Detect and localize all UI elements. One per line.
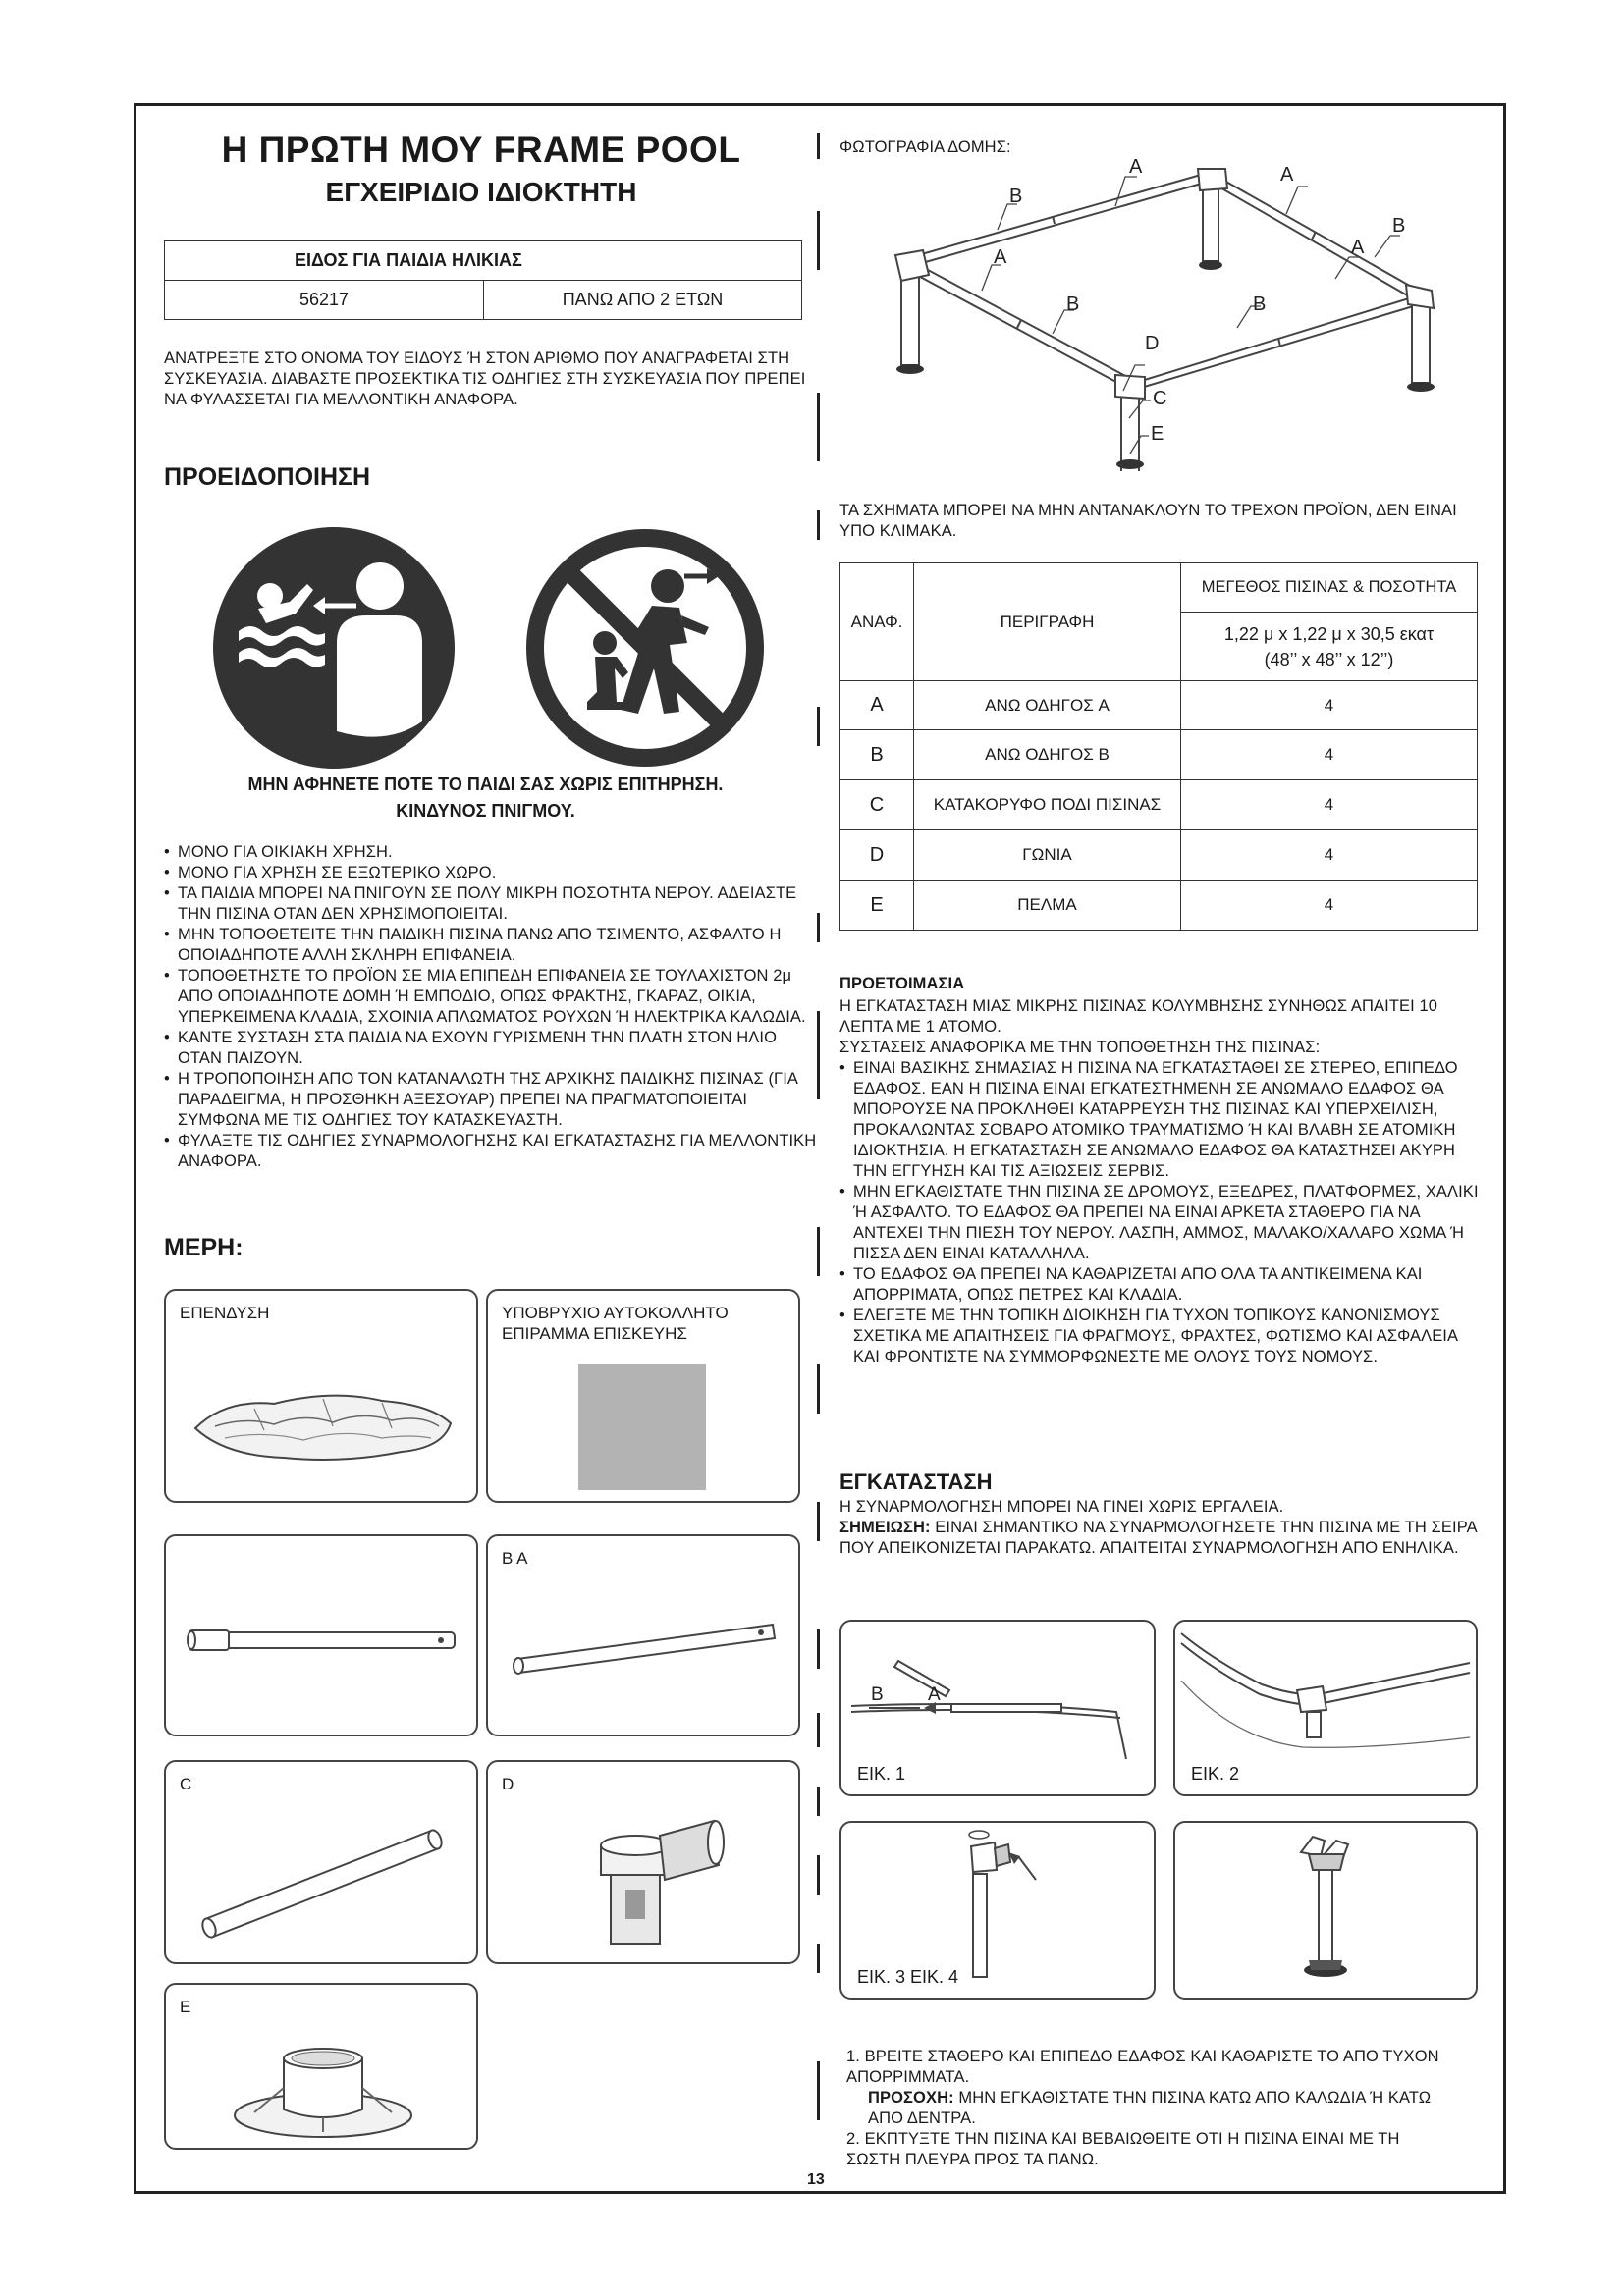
- part-d-label: D: [502, 1775, 514, 1793]
- part-liner-label: ΕΠΕΝΔΥΣΗ: [180, 1304, 270, 1322]
- fig4-illustration: [1175, 1823, 1478, 2000]
- part-d-box: [486, 1760, 800, 1964]
- table-row: [840, 730, 1478, 780]
- warning-item: • ΜΟΝΟ ΓΙΑ ΧΡΗΣΗ ΣΕ ΕΞΩΤΕΡΙΚΟ ΧΩΡΟ.: [164, 863, 817, 883]
- table-row: [840, 881, 1478, 931]
- column-divider: [817, 1011, 820, 1099]
- fig1-label-b: B: [871, 1684, 884, 1705]
- figure-1-caption: ΕΙΚ. 1: [857, 1764, 906, 1784]
- row-ref: E: [840, 881, 914, 931]
- warning-item: • ΚΑΝΤΕ ΣΥΣΤΑΣΗ ΣΤΑ ΠΑΙΔΙΑ ΝΑ ΕΧΟΥΝ ΓΥΡΙΣΜΕΝΗ ΤΗΝ ΠΛΑΤΗ ΣΤΟΝ ΗΛΙΟ ΟΤΑΝ ΠΑΙΖΟΥΝ.: [164, 1028, 817, 1069]
- caution-line: [846, 2088, 1455, 2129]
- installation-steps: [846, 2047, 1455, 2170]
- installation-note: [839, 1518, 1478, 1559]
- row-desc: ΑΝΩ ΟΔΗΓΟΣ A: [914, 681, 1181, 730]
- column-divider: [817, 1787, 820, 1816]
- label-e: E: [1151, 423, 1164, 445]
- column-divider: [817, 1227, 820, 1276]
- part-ba-label: B A: [502, 1549, 528, 1568]
- table-row: [840, 681, 1478, 730]
- installation-p1: Η ΣΥΝΑΡΜΟΛΟΓΗΣΗ ΜΠΟΡΕΙ ΝΑ ΓΙΝΕΙ ΧΩΡΙΣ ΕΡΓΑΛΕΙΑ.: [839, 1498, 1284, 1516]
- column-divider: [817, 913, 820, 942]
- step-2: 2. ΕΚΠΤΥΞΤΕ ΤΗΝ ΠΙΣΙΝΑ ΚΑΙ ΒΕΒΑΙΩΘΕΙΤΕ ΟΤΙ Η ΠΙΣΙΝΑ ΕΙΝΑΙ ΜΕ ΤΗ ΣΩΣΤΗ ΠΛΕΥΡΑ ΠΡΟΣ ΤΑ ΠΑΝΩ.: [846, 2130, 1400, 2168]
- part-c-box: [164, 1760, 478, 1964]
- warning-item: • ΜΗΝ ΤΟΠΟΘΕΤΕΙΤΕ ΤΗΝ ΠΑΙΔΙΚΗ ΠΙΣΙΝΑ ΠΑΝΩ ΑΠΟ ΤΣΙΜΕΝΤΟ, ΑΣΦΑΛΤΟ Η ΟΠΟΙΑΔΗΠΟΤΕ ΑΛΛΗ ΣΚΛΗΡΗ ΕΠΙΦΑΝΕΙΑ.: [164, 925, 817, 966]
- note-text: ΕΙΝΑΙ ΣΗΜΑΝΤΙΚΟ ΝΑ ΣΥΝΑΡΜΟΛΟΓΗΣΕΤΕ ΤΗΝ ΠΙΣΙΝΑ ΜΕ ΤΗ ΣΕΙΡΑ ΠΟΥ ΑΠΕΙΚΟΝΙΖΕΤΑΙ ΠΑΡΑΚΑΤΩ. ΑΠΑΙΤΕΙΤΑΙ ΣΥΝΑΡΜΟΛΟΓΗΣΗ ΑΠΟ ΕΝΗΛΙΚΑ.: [839, 1519, 1477, 1557]
- figure-3-4-caption: ΕΙΚ. 3 ΕΙΚ. 4: [857, 1967, 959, 1987]
- step-1: 1. ΒΡΕΙΤΕ ΣΤΑΘΕΡΟ ΚΑΙ ΕΠΙΠΕΔΟ ΕΔΑΦΟΣ ΚΑΙ ΚΑΘΑΡΙΣΤΕ ΤΟ ΑΠΟ ΤΥΧΟΝ ΑΠΟΡΡΙΜΜΑΤΑ.: [846, 2048, 1439, 2086]
- preparation-p1: Η ΕΓΚΑΤΑΣΤΑΣΗ ΜΙΑΣ ΜΙΚΡΗΣ ΠΙΣΙΝΑΣ ΚΟΛΥΜΒΗΣΗΣ ΣΥΝΗΘΩΣ ΑΠΑΙΤΕΙ 10 ΛΕΠΤΑ ΜΕ 1 ΑΤΟΜΟ.: [839, 997, 1438, 1036]
- part-patch-label: ΥΠΟΒΡΥΧΙΟ ΑΥΤΟΚΟΛΛΗΤΟ ΕΠΙΡΑΜΜΑ ΕΠΙΣΚΕΥΗΣ: [502, 1304, 729, 1343]
- diagram-note: ΤΑ ΣΧΗΜΑΤΑ ΜΠΟΡΕΙ ΝΑ ΜΗΝ ΑΝΤΑΝΑΚΛΟΥΝ ΤΟ ΤΡΕΧΟΝ ΠΡΟΪΟΝ, ΔΕΝ ΕΙΝΑΙ ΥΠΟ ΚΛΙΜΑΚΑ.: [839, 502, 1457, 540]
- row-qty: 4: [1181, 881, 1478, 931]
- liner-illustration: [186, 1369, 460, 1487]
- size-value-cell: [1181, 613, 1478, 681]
- foot-e-illustration: [225, 2039, 421, 2142]
- warning-list: [164, 842, 817, 1172]
- parts-heading: ΜΕΡΗ:: [164, 1234, 244, 1261]
- row-ref: A: [840, 681, 914, 730]
- page-number: 13: [807, 2171, 825, 2188]
- label-a3: A: [994, 246, 1007, 268]
- column-divider: [817, 1629, 820, 1669]
- warning-item: • Η ΤΡΟΠΟΠΟΙΗΣΗ ΑΠΟ ΤΟΝ ΚΑΤΑΝΑΛΩΤΗ ΤΗΣ ΑΡΧΙΚΗΣ ΠΑΙΔΙΚΗΣ ΠΙΣΙΝΑΣ (ΓΙΑ ΠΑΡΑΔΕΙΓΜΑ, Η ΠΡΟΣΘΗΚΗ ΑΞΕΣΟΥΑΡ) ΠΡΕΠΕΙ ΝΑ ΠΡΑΓΜΑΤΟΠΟΙΕΙΤΑΙ ΣΥΜΦΩΝΑ ΜΕ ΤΙΣ ΟΔΗΓΙΕΣ ΤΟΥ ΚΑΤΑΣΚΕΥΑΣΤΗ.: [164, 1069, 817, 1131]
- row-ref: C: [840, 780, 914, 830]
- row-desc: ΠΕΛΜΑ: [914, 881, 1181, 931]
- size-header-cell: ΜΕΓΕΘΟΣ ΠΙΣΙΝΑΣ & ΠΟΣΟΤΗΤΑ: [1181, 563, 1478, 613]
- column-divider: [817, 510, 820, 540]
- label-c: C: [1153, 388, 1167, 409]
- row-ref: D: [840, 830, 914, 881]
- row-desc: ΑΝΩ ΟΔΗΓΟΣ B: [914, 730, 1181, 780]
- installation-text: [839, 1497, 1478, 1559]
- figure-4: [1173, 1821, 1478, 2000]
- manual-subtitle: ΕΓΧΕΙΡΙΔΙΟ ΙΔΙΟΚΤΗΤΗ: [325, 177, 637, 207]
- preparation-item: • ΕΛΕΓΞΤΕ ΜΕ ΤΗΝ ΤΟΠΙΚΗ ΔΙΟΙΚΗΣΗ ΓΙΑ ΤΥΧΟΝ ΤΟΠΙΚΟΥΣ ΚΑΝΟΝΙΣΜΟΥΣ ΣΧΕΤΙΚΑ ΜΕ ΑΠΑΙΤΗΣΕΙΣ ΓΙΑ ΦΡΑΓΜΟΥΣ, ΦΡΑΧΤΕΣ, ΦΩΤΙΣΜΟ ΚΑΙ ΑΣΦΑΛΕΙΑ ΚΑΙ ΦΡΟΝΤΙΣΤΕ ΝΑ ΣΥΜΜΟΡΦΩΝΕΣΤΕ ΜΕ ΟΛΟΥΣ ΤΟΥΣ ΝΟΜΟΥΣ.: [839, 1306, 1483, 1367]
- corner-d-illustration: [581, 1796, 729, 1953]
- part-patch-box: [486, 1289, 800, 1503]
- part-e-box: [164, 1983, 478, 2150]
- column-divider: [817, 707, 820, 746]
- leg-c-illustration: [186, 1801, 460, 1949]
- installation-heading: ΕΓΚΑΤΑΣΤΑΣΗ: [839, 1469, 993, 1494]
- pipe-b-illustration: [498, 1605, 792, 1683]
- age-value-cell: ΠΑΝΩ ΑΠΟ 2 ΕΤΩΝ: [484, 281, 802, 320]
- column-divider: [817, 1855, 820, 1895]
- warning-item: • ΤΑ ΠΑΙΔΙΑ ΜΠΟΡΕΙ ΝΑ ΠΝΙΓΟΥΝ ΣΕ ΠΟΛΥ ΜΙΚΡΗ ΠΟΣΟΤΗΤΑ ΝΕΡΟΥ. ΑΔΕΙΑΣΤΕ ΤΗΝ ΠΙΣΙΝΑ ΟΤΑΝ ΔΕΝ ΧΡΗΣΙΜΟΠΟΙΕΙΤΑΙ.: [164, 883, 817, 925]
- table-row: [840, 830, 1478, 881]
- preparation-item: • ΤΟ ΕΔΑΦΟΣ ΘΑ ΠΡΕΠΕΙ ΝΑ ΚΑΘΑΡΙΖΕΤΑΙ ΑΠΟ ΟΛΑ ΤΑ ΑΝΤΙΚΕΙΜΕΝΑ ΚΑΙ ΑΠΟΡΡΙΜΑΤΑ, ΟΠΩΣ ΠΕΤΡΕΣ ΚΑΙ ΚΛΑΔΙΑ.: [839, 1264, 1483, 1306]
- part-liner-box: [164, 1289, 478, 1503]
- part-e-label: E: [180, 1998, 191, 2016]
- label-a2: A: [1280, 164, 1294, 186]
- supervise-child-icon: [211, 525, 457, 771]
- pipe-a-illustration: [176, 1615, 470, 1664]
- column-divider: [817, 211, 820, 270]
- no-leaving-child-icon: [522, 525, 768, 771]
- preparation-p2: ΣΥΣΤΑΣΕΙΣ ΑΝΑΦΟΡΙΚΑ ΜΕ ΤΗΝ ΤΟΠΟΘΕΤΗΣΗ ΤΗΣ ΠΙΣΙΝΑΣ:: [839, 1039, 1321, 1056]
- label-b4: B: [1253, 294, 1267, 315]
- preparation-heading: ΠΡΟΕΤΟΙΜΑΣΙΑ: [839, 975, 965, 992]
- part-ba-box: [486, 1534, 800, 1736]
- desc-header-cell: ΠΕΡΙΓΡΑΦΗ: [914, 563, 1181, 681]
- figure-1: [839, 1620, 1156, 1796]
- column-divider: [817, 1944, 820, 1973]
- part-pipe-box: [164, 1534, 478, 1736]
- column-divider: [817, 393, 820, 461]
- row-desc: ΚΑΤΑΚΟΡΥΦΟ ΠΟΔΙ ΠΙΣΙΝΑΣ: [914, 780, 1181, 830]
- figure-3-4: [839, 1821, 1156, 2000]
- warning-bold-line1: ΜΗΝ ΑΦΗΝΕΤΕ ΠΟΤΕ ΤΟ ΠΑΙΔΙ ΣΑΣ ΧΩΡΙΣ ΕΠΙΤΗΡΗΣΗ.: [247, 774, 724, 794]
- column-divider: [817, 1713, 820, 1747]
- manual-title: Η ΠΡΩΤΗ ΜΟΥ FRAME POOL: [221, 130, 741, 170]
- warning-heading: ΠΡΟΕΙΔΟΠΟΙΗΣΗ: [164, 463, 371, 491]
- warning-bold-line2: ΚΙΝΔΥΝΟΣ ΠΝΙΓΜΟΥ.: [396, 801, 575, 821]
- preparation-item: • ΕΙΝΑΙ ΒΑΣΙΚΗΣ ΣΗΜΑΣΙΑΣ Η ΠΙΣΙΝΑ ΝΑ ΕΓΚΑΤΑΣΤΑΘΕΙ ΣΕ ΣΤΕΡΕΟ, ΕΠΙΠΕΔΟ ΕΔΑΦΟΣ. ΕΑΝ Η ΠΙΣΙΝΑ ΕΙΝΑΙ ΕΓΚΑΤΕΣΤΗΜΕΝΗ ΣΕ ΑΝΩΜΑΛΟ ΕΔΑΦΟΣ ΘΑ ΜΠΟΡΟΥΣΕ ΝΑ ΠΡΟΚΛΗΘΕΙ ΚΑΤΑΡΡΕΥΣΗ ΤΗΣ ΠΙΣΙΝΑΣ ΚΑΙ ΥΠΕΡΧΕΙΛΙΣΗ, ΠΡΟΚΑΛΩΝΤΑΣ ΣΟΒΑΡΟ ΑΤΟΜΙΚΟ ΤΡΑΥΜΑΤΙΣΜΟ Ή ΚΑΙ ΒΛΑΒΗ ΣΕ ΑΤΟΜΙΚΗ ΙΔΙΟΚΤΗΣΙΑ. Η ΕΓΚΑΤΑΣΤΑΣΗ ΣΕ ΑΝΩΜΑΛΟ ΕΔΑΦΟΣ ΘΑ ΚΑΤΑΣΤΗΣΕΙ ΑΚΥΡΗ ΤΗΝ ΕΓΓΥΗΣΗ ΚΑΙ ΤΙΣ ΑΞΙΩΣΕΙΣ ΣΕΡΒΙΣ.: [839, 1058, 1483, 1182]
- label-a1: A: [1129, 156, 1143, 178]
- preparation-item: • ΜΗΝ ΕΓΚΑΘΙΣΤΑΤΕ ΤΗΝ ΠΙΣΙΝΑ ΣΕ ΔΡΟΜΟΥΣ, ΕΞΕΔΡΕΣ, ΠΛΑΤΦΟΡΜΕΣ, ΧΑΛΙΚΙ Ή ΑΣΦΑΛΤΟ. ΤΟ ΕΔΑΦΟΣ ΘΑ ΠΡΕΠΕΙ ΝΑ ΕΙΝΑΙ ΑΡΚΕΤΑ ΣΤΑΘΕΡΟ ΓΙΑ ΝΑ ΑΝΤΕΧΕΙ ΤΗΝ ΠΙΕΣΗ ΤΟΥ ΝΕΡΟΥ. ΛΑΣΠΗ, ΑΜΜΟΣ, ΜΑΛΑΚΟ/ΧΑΛΑΡΟ ΧΩΜΑ Ή ΠΙΣΣΑ ΔΕΝ ΕΙΝΑΙ ΚΑΤΑΛΛΗΛΑ.: [839, 1182, 1483, 1264]
- label-a4: A: [1351, 237, 1365, 258]
- table-row: [840, 780, 1478, 830]
- label-b1: B: [1009, 186, 1023, 207]
- size-metric: 1,22 μ x 1,22 μ x 30,5 εκατ: [1223, 623, 1435, 644]
- parts-table: [839, 562, 1478, 931]
- preparation-text: [839, 996, 1483, 1367]
- caution-text: ΜΗΝ ΕΓΚΑΘΙΣΤΑΤΕ ΤΗΝ ΠΙΣΙΝΑ ΚΑΤΩ ΑΠΟ ΚΑΛΩΔΙΑ Ή ΚΑΤΩ ΑΠΟ ΔΕΝΤΡΑ.: [868, 2089, 1432, 2127]
- size-imperial: (48’’ x 48’’ x 12’’): [1264, 649, 1394, 669]
- column-divider: [817, 1364, 820, 1414]
- label-d: D: [1145, 333, 1160, 354]
- intro-text: ΑΝΑΤΡΕΞΤΕ ΣΤΟ ΟΝΟΜΑ ΤΟΥ ΕΙΔΟΥΣ Ή ΣΤΟΝ ΑΡΙΘΜΟ ΠΟΥ ΑΝΑΓΡΑΦΕΤΑΙ ΣΤΗ ΣΥΣΚΕΥΑΣΙΑ. ΔΙΑΒΑΣΤΕ ΠΡΟΣΕΚΤΙΚΑ ΤΙΣ ΟΔΗΓΙΕΣ ΣΤΗ ΣΥΣΚΕΥΑΣΙΑ ΠΟΥ ΠΡΕΠΕΙ ΝΑ ΦΥΛΑΣΣΕΤΑΙ ΓΙΑ ΜΕΛΛΟΝΤΙΚΗ ΑΝΑΦΟΡΑ.: [164, 349, 806, 408]
- model-number-cell: 56217: [165, 281, 484, 320]
- warning-item: • ΤΟΠΟΘΕΤΗΣΤΕ ΤΟ ΠΡΟΪΟΝ ΣΕ ΜΙΑ ΕΠΙΠΕΔΗ ΕΠΙΦΑΝΕΙΑ ΣΕ ΤΟΥΛΑΧΙΣΤΟΝ 2μ ΑΠΟ ΟΠΟΙΑΔΗΠΟΤΕ ΔΟΜΗ Ή ΕΜΠΟΔΙΟ, ΟΠΩΣ ΦΡΑΚΤΗΣ, ΓΚΑΡΑΖ, ΟΙΚΙΑ, ΥΠΕΡΚΕΙΜΕΝΑ ΚΛΑΔΙΑ, ΣΧΟΙΝΙΑ ΑΠΛΩΜΑΤΟΣ ΡΟΥΧΩΝ Ή ΗΛΕΚΤΡΙΚΑ ΚΑΛΩΔΙΑ.: [164, 966, 817, 1028]
- warning-item: • ΜΟΝΟ ΓΙΑ ΟΙΚΙΑΚΗ ΧΡΗΣΗ.: [164, 842, 817, 863]
- warning-item: • ΦΥΛΑΞΤΕ ΤΙΣ ΟΔΗΓΙΕΣ ΣΥΝΑΡΜΟΛΟΓΗΣΗΣ ΚΑΙ ΕΓΚΑΤΑΣΤΑΣΗΣ ΓΙΑ ΜΕΛΛΟΝΤΙΚΗ ΑΝΑΦΟΡΑ.: [164, 1131, 817, 1172]
- column-divider: [817, 2061, 820, 2120]
- structure-photo-label: ΦΩΤΟΓΡΑΦΙΑ ΔΟΜΗΣ:: [839, 138, 1011, 156]
- note-label: ΣΗΜΕΙΩΣΗ:: [839, 1519, 931, 1536]
- column-divider: [817, 1502, 820, 1541]
- row-desc: ΓΩΝΙΑ: [914, 830, 1181, 881]
- preparation-list: [839, 1058, 1483, 1367]
- repair-patch-swatch: [578, 1364, 706, 1490]
- age-header-cell: ΕΙΔΟΣ ΓΙΑ ΠΑΙΔΙΑ ΗΛΙΚΙΑΣ: [165, 241, 802, 281]
- ref-header-cell: ΑΝΑΦ.: [840, 563, 914, 681]
- fig1-label-a: A: [928, 1684, 941, 1705]
- caution-label: ΠΡΟΣΟΧΗ:: [868, 2089, 954, 2107]
- row-ref: B: [840, 730, 914, 780]
- pool-frame-diagram: [844, 147, 1473, 471]
- column-divider: [817, 133, 820, 159]
- row-qty: 4: [1181, 830, 1478, 881]
- part-c-label: C: [180, 1775, 192, 1793]
- row-qty: 4: [1181, 681, 1478, 730]
- figure-2: [1173, 1620, 1478, 1796]
- label-b2: B: [1392, 215, 1406, 237]
- row-qty: 4: [1181, 780, 1478, 830]
- row-qty: 4: [1181, 730, 1478, 780]
- label-b3: B: [1066, 294, 1080, 315]
- product-info-table: [164, 240, 802, 320]
- figure-2-caption: ΕΙΚ. 2: [1191, 1764, 1240, 1784]
